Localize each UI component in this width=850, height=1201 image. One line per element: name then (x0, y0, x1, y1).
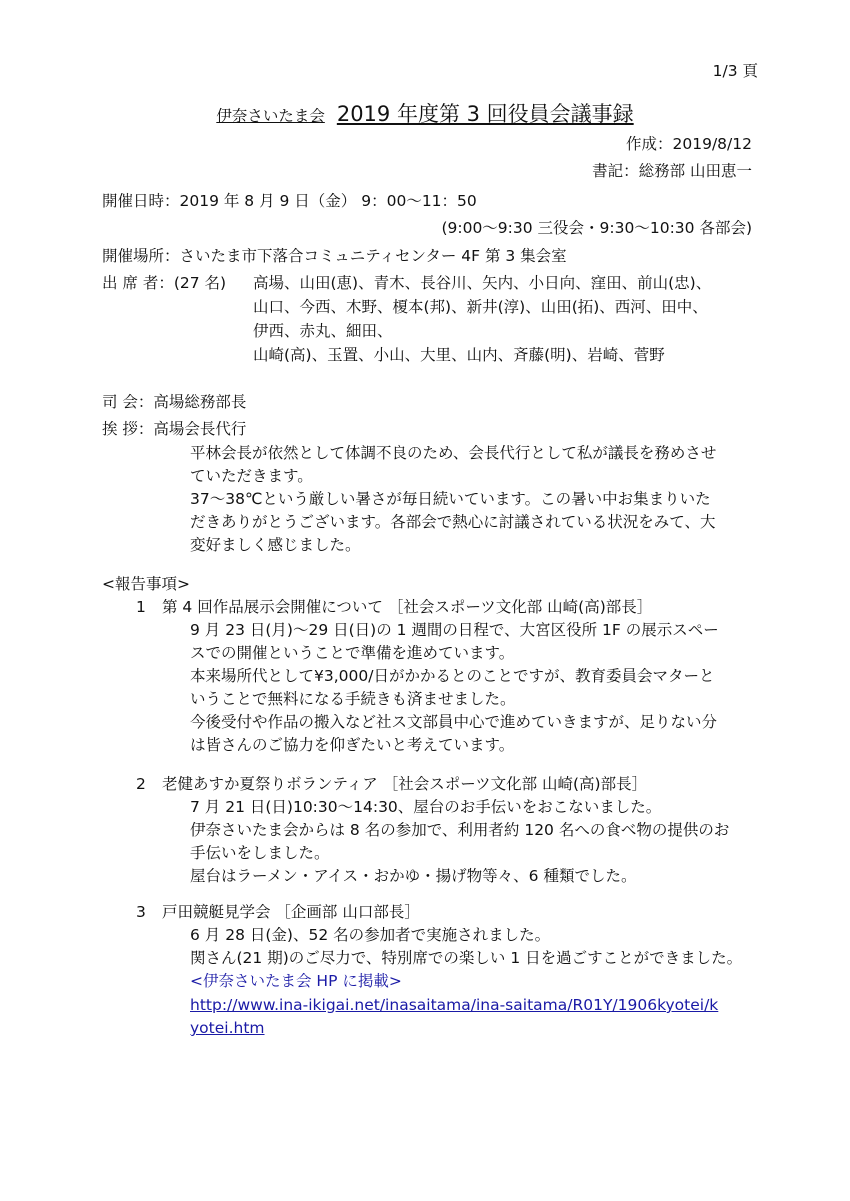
report-title: 第 4 回作品展示会開催について ［社会スポーツ文化部 山崎(高)部長］ (162, 598, 653, 616)
report-title: 戸田競艇見学会 ［企画部 山口部長］ (162, 903, 420, 921)
title-main: 2019 年度第 3 回役員会議事録 (336, 102, 634, 126)
report-line: 伊奈さいたま会からは 8 名の参加で、利用者約 120 名への食べ物の提供のお (190, 821, 730, 839)
greeting-line: ていただきます。 (190, 467, 313, 485)
venue: 開催場所：さいたま市下落合コミュニティセンター 4F 第 3 集会室 (102, 247, 567, 265)
report-line: 7 月 21 日(日)10:30～14:30、屋台のお手伝いをおこないました。 (190, 798, 662, 816)
greeting-line: 平林会長が依然として体調不良のため、会長代行として私が議長を務めさせ (190, 444, 717, 462)
report-line: は皆さんのご協力を仰ぎたいと考えています。 (190, 736, 515, 754)
greeting-line: 37～38℃という厳しい暑さが毎日続いています。この暑い中お集まりいた (190, 490, 711, 508)
hp-link-url[interactable]: http://www.ina-ikigai.net/inasaitama/ina-saitama/R01Y/1906kyotei/k (190, 996, 719, 1014)
report-line: 本来場所代として¥3,000/日がかかるとのことですが、教育委員会マターと (190, 667, 715, 685)
writer: 書記：総務部 山田恵一 (592, 162, 752, 180)
attendees-label: 出 席 者：(27 名) (102, 274, 227, 292)
attendees-line: 伊西、赤丸、細田、 (253, 322, 393, 340)
greeting-label: 挨 拶：高場会長代行 (102, 420, 247, 438)
report-number: 3 (136, 903, 146, 921)
attendees-line: 高場、山田(恵)、青木、長谷川、矢内、小日向、窪田、前山(忠)、 (253, 274, 712, 292)
org-name: 伊奈さいたま会 (216, 107, 325, 125)
report-line: 6 月 28 日(金)、52 名の参加者で実施されました。 (190, 926, 551, 944)
report-line: 9 月 23 日(月)～29 日(日)の 1 週間の日程で、大宮区役所 1F の展示スペー (190, 621, 719, 639)
report-line: スでの開催ということで準備を進めています。 (190, 644, 515, 662)
page-title (0, 100, 850, 130)
created-date: 作成：2019/8/12 (626, 135, 752, 153)
chair: 司 会：高場総務部長 (102, 393, 247, 411)
report-number: 1 (136, 598, 146, 616)
report-line: 今後受付や作品の搬入など社ス文部員中心で進めていきますが、足りない分 (190, 713, 718, 731)
report-line: 関さん(21 期)のご尽力で、特別席での楽しい 1 日を過ごすことができました。 (190, 949, 743, 967)
page-number: 1/3 頁 (712, 62, 758, 80)
report-title: 老健あすか夏祭りボランティア ［社会スポーツ文化部 山崎(高)部長］ (162, 775, 648, 793)
report-line: 手伝いをしました。 (190, 844, 330, 862)
attendees-line: 山口、今西、木野、榎本(邦)、新井(淳)、山田(拓)、西河、田中、 (253, 298, 708, 316)
hp-link-url[interactable]: yotei.htm (190, 1019, 265, 1037)
attendees-line: 山崎(高)、玉置、小山、大里、山内、斉藤(明)、岩崎、菅野 (253, 346, 665, 364)
reports-heading: <報告事項> (102, 575, 190, 593)
report-line: 屋台はラーメン・アイス・おかゆ・揚げ物等々、6 種類でした。 (190, 867, 637, 885)
datetime-line2: (9:00～9:30 三役会・9:30～10:30 各部会) (441, 219, 752, 237)
report-line: いうことで無料になる手続きも済ませました。 (190, 690, 516, 708)
greeting-line: だきありがとうございます。各部会で熱心に討議されている状況をみて、大 (190, 513, 716, 531)
report-number: 2 (136, 775, 146, 793)
hp-link-label[interactable]: <伊奈さいたま会 HP に掲載> (190, 972, 402, 990)
greeting-line: 変好ましく感じました。 (190, 536, 361, 554)
datetime-line1: 開催日時：2019 年 8 月 9 日（金） 9：00～11：50 (102, 192, 477, 210)
